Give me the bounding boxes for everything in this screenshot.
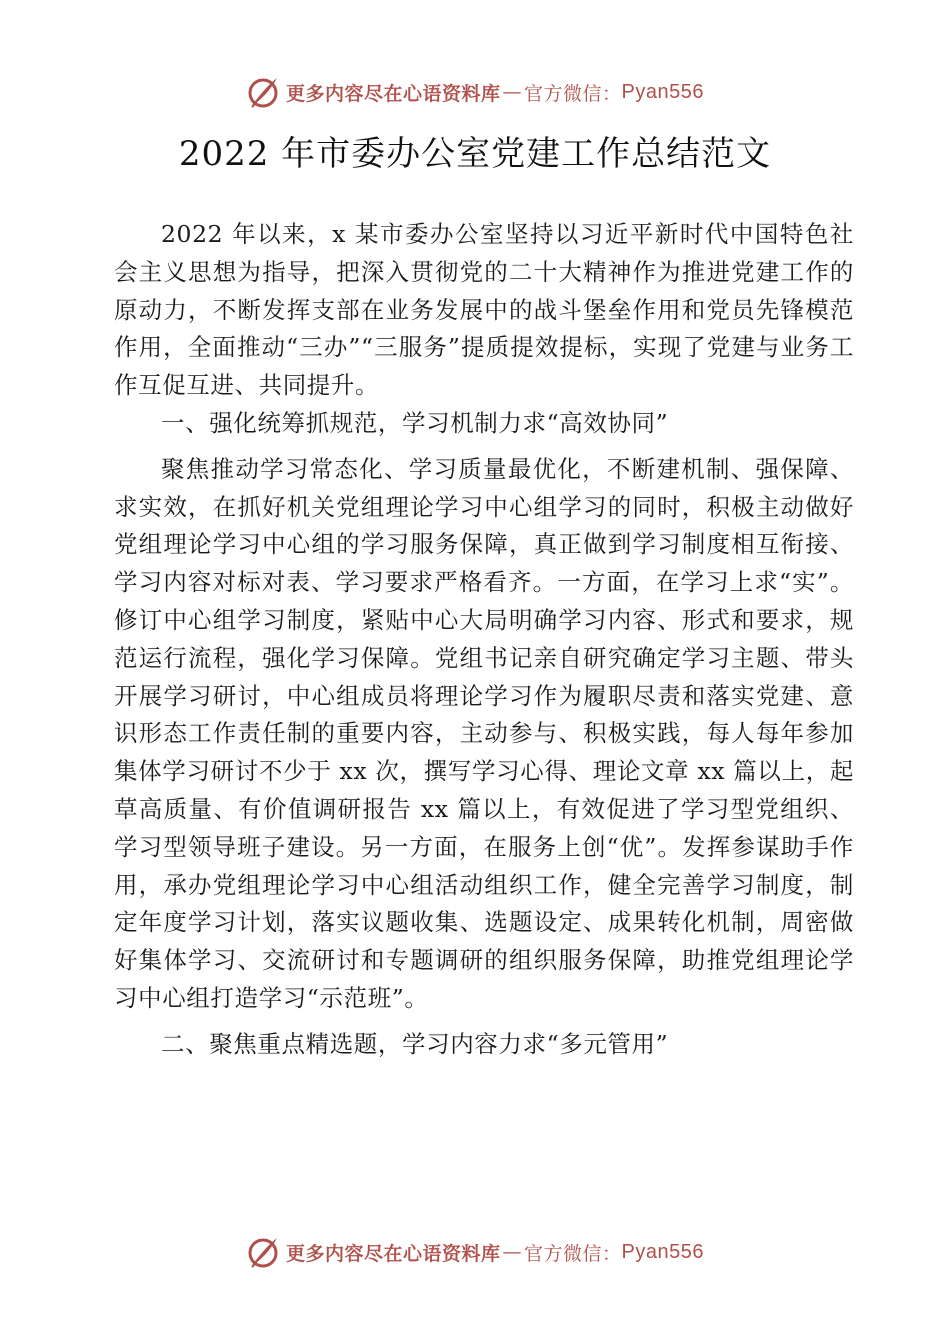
banner-official-label: 官方微信： [524, 82, 622, 105]
banner-wechat-id: Pyan556 [621, 80, 704, 103]
section-heading-2: 二、聚焦重点精选题，学习内容力求“多元管用” [161, 1029, 669, 1058]
document-body [114, 216, 854, 1064]
paragraph-intro: 2022 年以来，x 某市委办公室坚持以习近平新时代中国特色社会主义思想为指导，把深入贯彻党的二十大精神作为推进党建工作的原动力，不断发挥支部在业务发展中的战斗堡垒作用和党员先锋模范作用，全面推动“三办”“三服务”提质提效提标，实现了党建与业务工作互促互进、共同提升。 [114, 220, 854, 400]
banner-separator: — [502, 1241, 523, 1263]
quill-ring-logo-icon [246, 1235, 280, 1269]
banner-wechat-id: Pyan556 [621, 1240, 704, 1263]
document-title: 2022 年市委办公室党建工作总结范文 [178, 134, 772, 174]
banner-separator: — [502, 81, 523, 103]
quill-ring-logo-icon [246, 75, 280, 109]
paragraph-section-1: 聚焦推动学习常态化、学习质量最优化，不断建机制、强保障、求实效，在抓好机关党组理论学习中心组学习的同时，积极主动做好党组理论学习中心组的学习服务保障，真正做到学习制度相互衔接、学习内容对标对表、学习要求严格看齐。一方面，在学习上求“实”。修订中心组学习制度，紧贴中心大局明确学习内容、形式和要求，规范运行流程，强化学习保障。党组书记亲自研究确定学习主题、带头开展学习研讨，中心组成员将理论学习作为履职尽责和落实党建、意识形态工作责任制的重要内容，主动参与、积极实践，每人每年参加集体学习研讨不少于 xx 次，撰写学习心得、理论文章 xx 篇以上，起草高质量、有价值调研报告 xx 篇以上，有效促进了学习型党组织、学习型领导班子建设。另一方面，在服务上创“优”。发挥参谋助手作用，承办党组理论学习中心组活动组织工作，健全完善学习制度，制定年度学习计划，落实议题收集、选题设定、成果转化机制，周密做好集体学习、交流研讨和专题调研的组织服务保障，助推党组理论学习中心组打造学习“示范班”。 [114, 454, 854, 1012]
section-heading-1: 一、强化统筹抓规范，学习机制力求“高效协同” [161, 408, 669, 437]
header-banner [0, 72, 950, 112]
banner-brand-text: 更多内容尽在心语资料库 [286, 82, 501, 105]
footer-banner [0, 1232, 950, 1272]
banner-brand-text: 更多内容尽在心语资料库 [286, 1242, 501, 1265]
banner-official-label: 官方微信： [524, 1242, 622, 1265]
